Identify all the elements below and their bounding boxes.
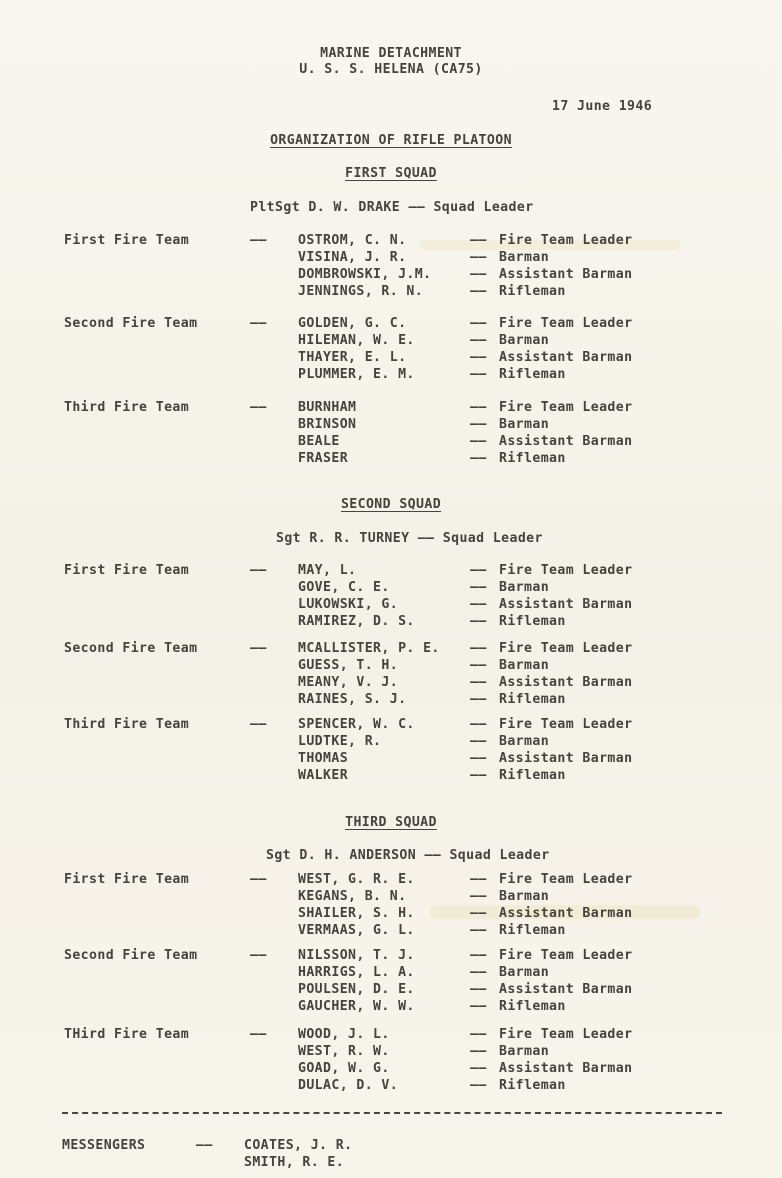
role-dash: —— [470, 400, 487, 415]
messenger-name: COATES, J. R. [244, 1138, 353, 1153]
team-dash: —— [250, 316, 267, 331]
member-role: Fire Team Leader [499, 872, 633, 887]
roster-row [0, 906, 782, 923]
member-name: BRINSON [298, 417, 357, 432]
member-name: GOAD, W. G. [298, 1061, 390, 1076]
squad-leader: Sgt R. R. TURNEY —— Squad Leader [276, 531, 543, 546]
role-dash: —— [470, 889, 487, 904]
member-name: MEANY, V. J. [298, 675, 399, 690]
role-dash: —— [470, 267, 487, 282]
member-role: Fire Team Leader [499, 233, 633, 248]
member-name: RAINES, S. J. [298, 692, 407, 707]
member-name: WEST, R. W. [298, 1044, 390, 1059]
member-name: THOMAS [298, 751, 349, 766]
team-dash: —— [250, 1027, 267, 1042]
team-dash: —— [250, 400, 267, 415]
member-name: BURNHAM [298, 400, 357, 415]
role-dash: —— [470, 367, 487, 382]
member-role: Assistant Barman [499, 751, 633, 766]
document-date: 17 June 1946 [552, 99, 653, 114]
member-role: Barman [499, 965, 550, 980]
role-dash: —— [470, 872, 487, 887]
roster-row [0, 400, 782, 417]
fire-team-name: Second Fire Team [64, 316, 198, 331]
roster-row [0, 614, 782, 631]
member-name: WOOD, J. L. [298, 1027, 390, 1042]
member-name: FRASER [298, 451, 349, 466]
member-name: GOLDEN, G. C. [298, 316, 407, 331]
member-role: Rifleman [499, 367, 566, 382]
member-role: Barman [499, 658, 550, 673]
roster-row [0, 717, 782, 734]
squad-title: FIRST SQUAD [345, 166, 437, 181]
member-role: Rifleman [499, 692, 566, 707]
fire-team-name: First Fire Team [64, 563, 190, 578]
fire-team-name: THird Fire Team [64, 1027, 190, 1042]
member-role: Rifleman [499, 284, 566, 299]
member-name: LUKOWSKI, G. [298, 597, 399, 612]
member-name: SPENCER, W. C. [298, 717, 415, 732]
member-role: Barman [499, 580, 550, 595]
member-role: Barman [499, 1044, 550, 1059]
roster-row [0, 948, 782, 965]
roster-row [0, 451, 782, 468]
role-dash: —— [470, 768, 487, 783]
document-title: ORGANIZATION OF RIFLE PLATOON [270, 133, 512, 148]
member-role: Barman [499, 250, 550, 265]
team-dash: —— [250, 233, 267, 248]
role-dash: —— [470, 417, 487, 432]
fire-team-name: Third Fire Team [64, 717, 190, 732]
role-dash: —— [470, 233, 487, 248]
squad-leader: Sgt D. H. ANDERSON —— Squad Leader [266, 848, 550, 863]
team-dash: —— [250, 563, 267, 578]
member-name: THAYER, E. L. [298, 350, 407, 365]
roster-row [0, 597, 782, 614]
role-dash: —— [470, 434, 487, 449]
role-dash: —— [470, 614, 487, 629]
role-dash: —— [470, 1027, 487, 1042]
role-dash: —— [470, 906, 487, 921]
role-dash: —— [470, 965, 487, 980]
role-dash: —— [470, 641, 487, 656]
roster-row [0, 999, 782, 1016]
role-dash: —— [470, 1078, 487, 1093]
member-role: Assistant Barman [499, 982, 633, 997]
role-dash: —— [470, 948, 487, 963]
roster-row [0, 267, 782, 284]
messenger-name: SMITH, R. E. [244, 1155, 345, 1170]
roster-row [0, 1044, 782, 1061]
ship-heading: U. S. S. HELENA (CA75) [299, 62, 483, 77]
role-dash: —— [470, 350, 487, 365]
member-role: Fire Team Leader [499, 948, 633, 963]
squad-leader: PltSgt D. W. DRAKE —— Squad Leader [250, 200, 534, 215]
roster-row [0, 889, 782, 906]
roster-row [0, 872, 782, 889]
role-dash: —— [470, 982, 487, 997]
roster-row [0, 734, 782, 751]
member-name: JENNINGS, R. N. [298, 284, 424, 299]
roster-row [0, 233, 782, 250]
role-dash: —— [470, 250, 487, 265]
member-role: Assistant Barman [499, 267, 633, 282]
member-name: HILEMAN, W. E. [298, 333, 415, 348]
roster-row [0, 367, 782, 384]
role-dash: —— [470, 580, 487, 595]
role-dash: —— [470, 717, 487, 732]
member-role: Fire Team Leader [499, 400, 633, 415]
team-dash: —— [250, 717, 267, 732]
roster-row [0, 333, 782, 350]
dashed-separator [62, 1112, 722, 1114]
role-dash: —— [470, 923, 487, 938]
member-role: Assistant Barman [499, 597, 633, 612]
roster-row [0, 751, 782, 768]
member-role: Barman [499, 734, 550, 749]
member-name: WALKER [298, 768, 349, 783]
roster-row [0, 417, 782, 434]
role-dash: —— [470, 316, 487, 331]
role-dash: —— [470, 734, 487, 749]
roster-row [0, 658, 782, 675]
member-name: VISINA, J. R. [298, 250, 407, 265]
roster-row [0, 434, 782, 451]
member-name: LUDTKE, R. [298, 734, 382, 749]
member-role: Assistant Barman [499, 434, 633, 449]
roster-row [0, 1027, 782, 1044]
member-name: PLUMMER, E. M. [298, 367, 415, 382]
member-name: MCALLISTER, P. E. [298, 641, 440, 656]
member-name: KEGANS, B. N. [298, 889, 407, 904]
role-dash: —— [470, 999, 487, 1014]
member-name: MAY, L. [298, 563, 357, 578]
role-dash: —— [470, 451, 487, 466]
role-dash: —— [470, 284, 487, 299]
role-dash: —— [470, 563, 487, 578]
role-dash: —— [470, 333, 487, 348]
squad-title: SECOND SQUAD [340, 497, 442, 512]
fire-team-name: Second Fire Team [64, 948, 198, 963]
role-dash: —— [470, 692, 487, 707]
roster-row [0, 580, 782, 597]
role-dash: —— [470, 1061, 487, 1076]
member-name: HARRIGS, L. A. [298, 965, 415, 980]
member-name: VERMAAS, G. L. [298, 923, 415, 938]
fire-team-name: Second Fire Team [64, 641, 198, 656]
roster-row [0, 965, 782, 982]
roster-row [0, 692, 782, 709]
messengers-dash: —— [196, 1138, 213, 1153]
member-role: Barman [499, 333, 550, 348]
member-role: Fire Team Leader [499, 316, 633, 331]
fire-team-name: First Fire Team [64, 872, 190, 887]
role-dash: —— [470, 675, 487, 690]
messengers-label: MESSENGERS [62, 1138, 146, 1153]
role-dash: —— [470, 597, 487, 612]
member-role: Rifleman [499, 614, 566, 629]
roster-row [0, 923, 782, 940]
role-dash: —— [470, 658, 487, 673]
member-role: Rifleman [499, 451, 566, 466]
member-name: NILSSON, T. J. [298, 948, 415, 963]
member-name: GAUCHER, W. W. [298, 999, 415, 1014]
member-role: Barman [499, 889, 550, 904]
member-role: Fire Team Leader [499, 717, 633, 732]
role-dash: —— [470, 1044, 487, 1059]
roster-row [0, 563, 782, 580]
roster-row [0, 768, 782, 785]
fire-team-name: First Fire Team [64, 233, 190, 248]
member-role: Assistant Barman [499, 350, 633, 365]
roster-row [0, 1061, 782, 1078]
roster-row [0, 350, 782, 367]
member-role: Assistant Barman [499, 675, 633, 690]
member-name: BEALE [298, 434, 340, 449]
member-name: GUESS, T. H. [298, 658, 399, 673]
member-name: SHAILER, S. H. [298, 906, 415, 921]
roster-row [0, 675, 782, 692]
member-role: Rifleman [499, 923, 566, 938]
member-role: Rifleman [499, 999, 566, 1014]
member-role: Fire Team Leader [499, 641, 633, 656]
member-role: Assistant Barman [499, 906, 633, 921]
member-name: POULSEN, D. E. [298, 982, 415, 997]
squad-title: THIRD SQUAD [345, 815, 437, 830]
role-dash: —— [470, 751, 487, 766]
roster-row [0, 250, 782, 267]
unit-heading: MARINE DETACHMENT [320, 46, 462, 61]
member-name: DULAC, D. V. [298, 1078, 399, 1093]
roster-row [0, 284, 782, 301]
roster-row [0, 1078, 782, 1095]
roster-row [0, 316, 782, 333]
roster-row [0, 641, 782, 658]
member-name: OSTROM, C. N. [298, 233, 407, 248]
member-name: RAMIREZ, D. S. [298, 614, 415, 629]
member-role: Fire Team Leader [499, 563, 633, 578]
member-role: Fire Team Leader [499, 1027, 633, 1042]
member-role: Assistant Barman [499, 1061, 633, 1076]
team-dash: —— [250, 948, 267, 963]
team-dash: —— [250, 872, 267, 887]
member-role: Rifleman [499, 768, 566, 783]
fire-team-name: Third Fire Team [64, 400, 190, 415]
member-name: DOMBROWSKI, J.M. [298, 267, 432, 282]
member-name: GOVE, C. E. [298, 580, 390, 595]
roster-row [0, 982, 782, 999]
member-role: Barman [499, 417, 550, 432]
member-name: WEST, G. R. E. [298, 872, 415, 887]
member-role: Rifleman [499, 1078, 566, 1093]
team-dash: —— [250, 641, 267, 656]
